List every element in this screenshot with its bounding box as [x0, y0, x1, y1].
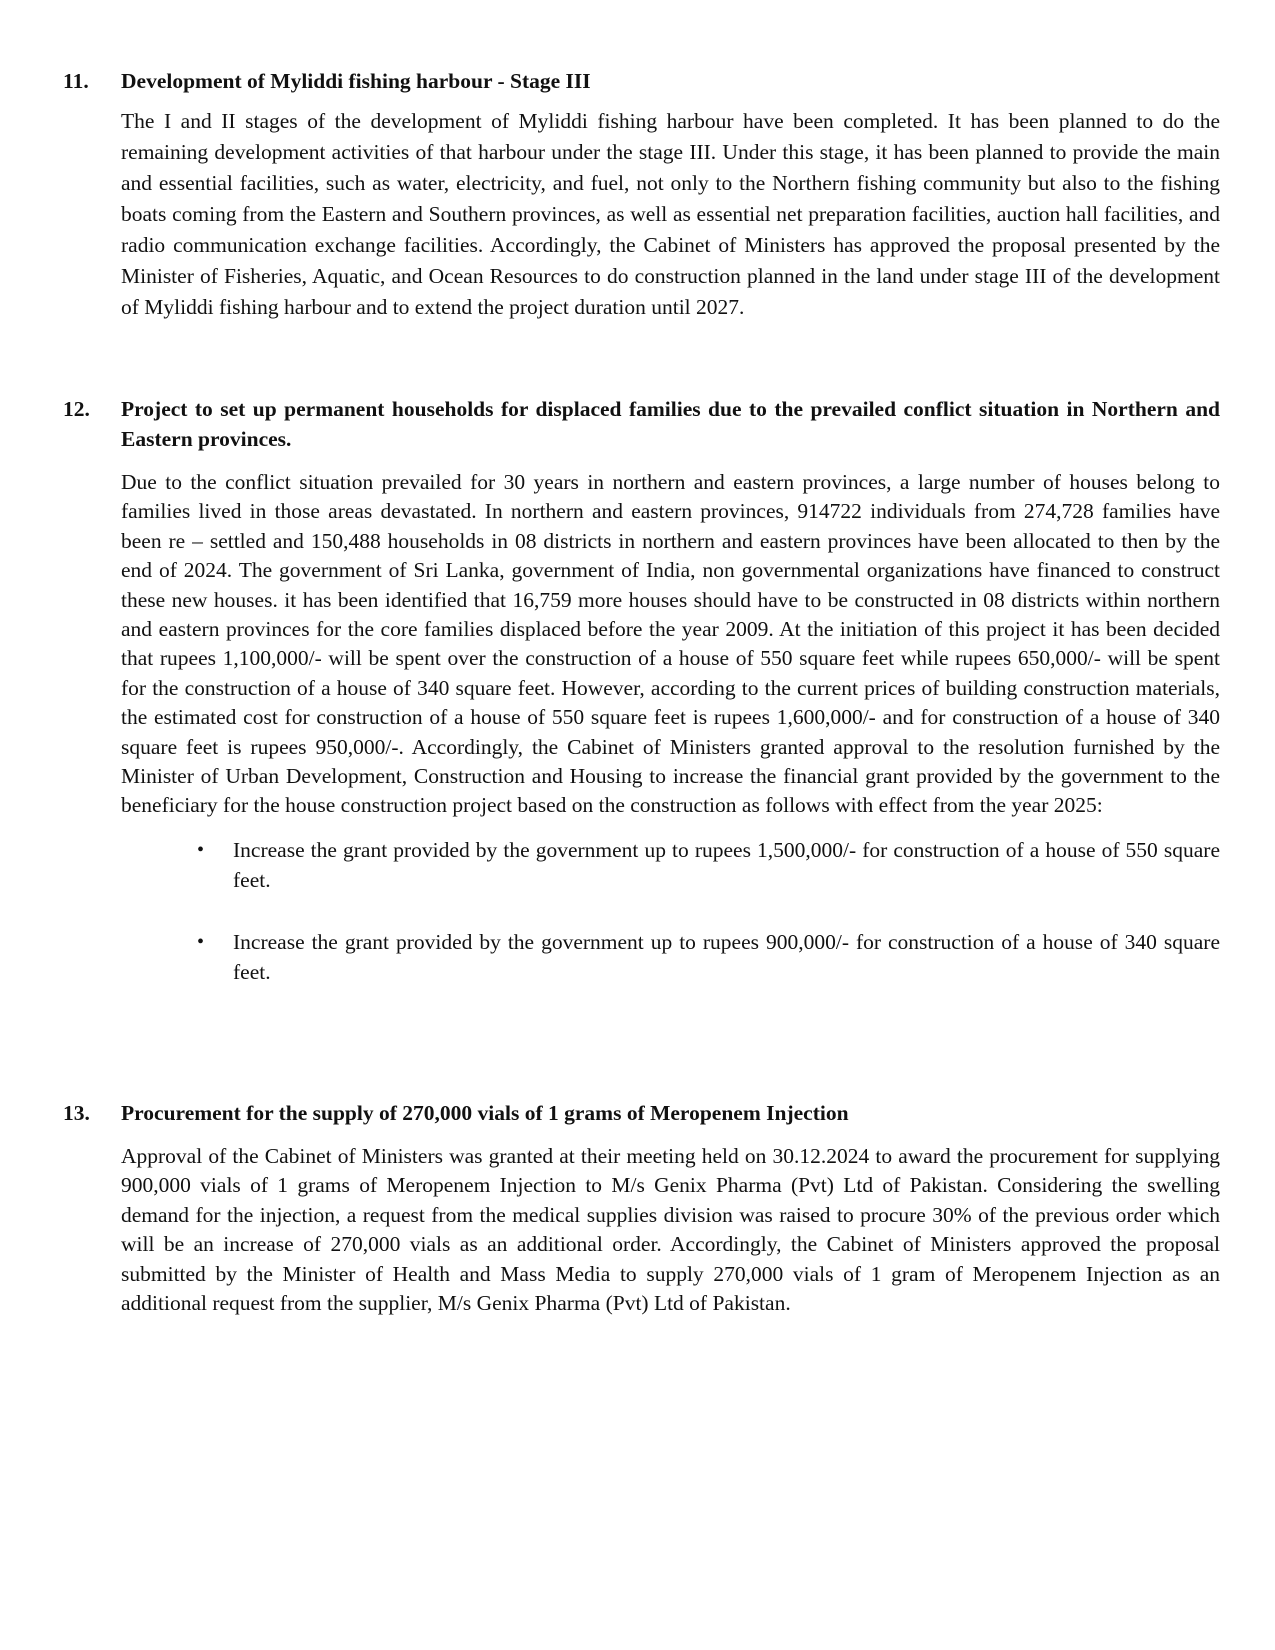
bullet-icon: •	[197, 838, 205, 861]
section-12	[63, 394, 1220, 1019]
bullet-icon: •	[197, 930, 205, 953]
section-heading	[63, 1098, 1220, 1128]
section-body: The I and II stages of the development of Myliddi fishing harbour have been completed. It has been planned to do the remaining development activities of that harbour under the stage III. Under this stage, it has been planned to provide the main and essential facilities, such as water, electricity, and fuel, not only to the Northern fishing community but also to the fishing boats coming from the Eastern and Southern provinces, as well as essential net preparation facilities, auction hall facilities, and radio communication exchange facilities. Accordingly, the Cabinet of Ministers has approved the proposal presented by the Minister of Fisheries, Aquatic, and Ocean Resources to do construction planned in the land under stage III of the development of Myliddi fishing harbour and to extend the project duration until 2027.	[121, 109, 1220, 319]
section-body: Due to the conflict situation prevailed for 30 years in northern and eastern provinces, a large number of houses belong to families lived in those areas devastated. In northern and eastern provinces, 914722 individuals from 274,728 families have been re – settled and 150,488 households in 08 districts in northern and eastern provinces have been allocated to then by the end of 2024. The government of Sri Lanka, government of India, non governmental organizations have financed to construct these new houses. it has been identified that 16,759 more houses should have to be constructed in 08 districts within northern and eastern provinces for the core families displaced before the year 2009. At the initiation of this project it has been decided that rupees 1,100,000/- will be spent over the construction of a house of 550 square feet while rupees 650,000/- will be spent for the construction of a house of 340 square feet. However, according to the current prices of building construction materials, the estimated cost for construction of a house of 550 square feet is rupees 1,600,000/- and for construction of a house of 340 square feet is rupees 950,000/-. Accordingly, the Cabinet of Ministers granted approval to the resolution furnished by the Minister of Urban Development, Construction and Housing to increase the financial grant provided by the government to the beneficiary for the house construction project based on the construction as follows with effect from the year 2025:	[121, 470, 1220, 818]
section-13	[63, 1098, 1220, 1318]
list-item-text: Increase the grant provided by the government up to rupees 900,000/- for construction of a house of 340 square feet.	[233, 929, 1220, 984]
section-number: 11.	[63, 69, 89, 93]
list-item	[197, 835, 1220, 895]
section-title: Procurement for the supply of 270,000 vials of 1 grams of Meropenem Injection	[121, 1101, 849, 1125]
section-title: Development of Myliddi fishing harbour - Stage III	[121, 69, 591, 93]
section-number: 12.	[63, 397, 90, 421]
section-heading	[63, 66, 1220, 96]
section-title: Project to set up permanent households for displaced families due to the prevailed conflict situation in Northern and Eastern provinces.	[121, 397, 1220, 451]
section-heading	[63, 394, 1220, 454]
section-body: Approval of the Cabinet of Ministers was granted at their meeting held on 30.12.2024 to award the procurement for supplying 900,000 vials of 1 grams of Meropenem Injection to M/s Genix Pharma (Pvt) Ltd of Pakistan. Considering the swelling demand for the injection, a request from the medical supplies division was raised to procure 30% of the previous order which will be an increase of 270,000 vials as an additional order. Accordingly, the Cabinet of Ministers approved the proposal submitted by the Minister of Health and Mass Media to supply 270,000 vials of 1 gram of Meropenem Injection as an additional request from the supplier, M/s Genix Pharma (Pvt) Ltd of Pakistan.	[121, 1144, 1220, 1316]
section-11	[63, 66, 1220, 323]
grant-bullet-list	[197, 835, 1220, 987]
list-item-text: Increase the grant provided by the government up to rupees 1,500,000/- for construction of a house of 550 square feet.	[233, 837, 1220, 892]
section-number: 13.	[63, 1101, 90, 1125]
list-item	[197, 927, 1220, 987]
